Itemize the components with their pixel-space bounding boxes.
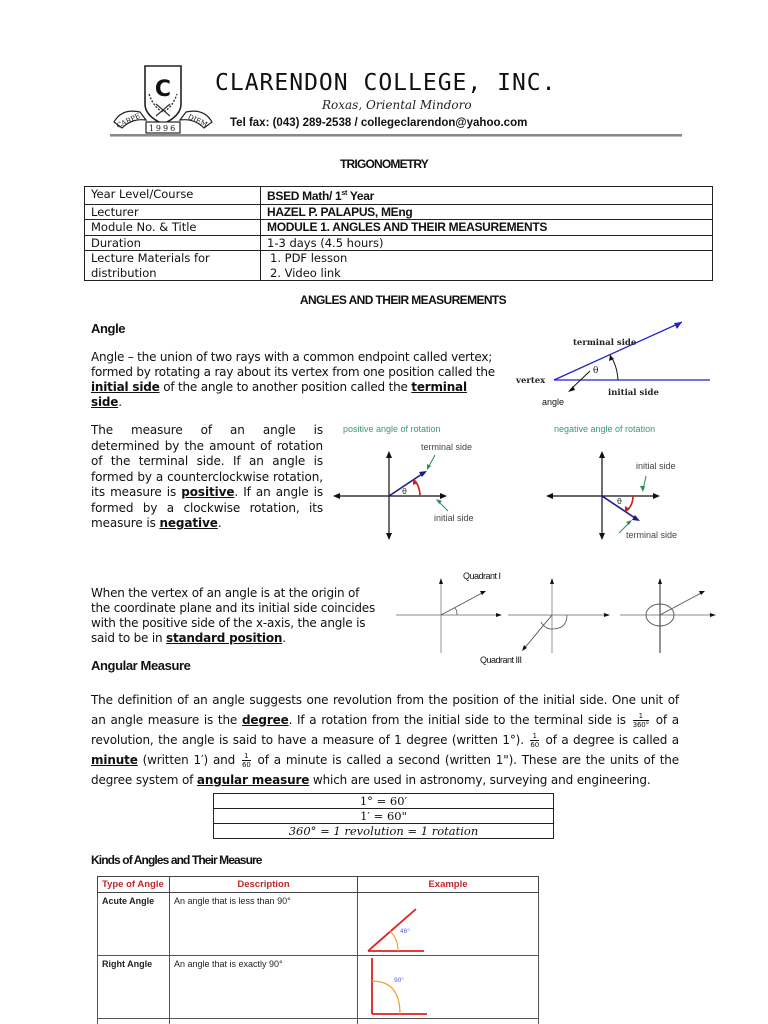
- svg-text:θ: θ: [617, 497, 622, 506]
- conversion-cell: 1° = 60′: [214, 794, 554, 809]
- negative-rotation-diagram: [530, 418, 730, 543]
- svg-text:vertex: vertex: [516, 376, 546, 386]
- angle-example: [358, 893, 539, 956]
- section-title: ANGLES AND THEIR MEASUREMENTS: [299, 293, 507, 307]
- paragraph-degree-definition: The definition of an angle suggests one revolution from the position of the initial side. One unit of an angle measure is the degree. If a rotation from the initial side to the terminal side is $\frac{1}{360^\circ}$ of a revolution, the angle is said to have a measure of 1 degree (written 1°). $\frac{1}{60}$ of a degree is called a minute (written 1′) and $\frac{1}{60}$ of a minute is called a second (written 1"). These are the units of the degree system of angular measure which are used in astronomy, surveying and engineering.: [91, 693, 679, 787]
- positive-rotation-diagram: [330, 418, 530, 543]
- college-location: Roxas, Oriental Mindoro: [322, 98, 472, 112]
- table-row: [85, 187, 713, 205]
- angle-diagram: [510, 315, 710, 410]
- angle-example: [358, 956, 539, 1019]
- document-title: TRIGONOMETRY: [340, 157, 428, 171]
- angle-type: Right Angle: [98, 956, 170, 1019]
- fraction-1-60: $\frac{1}{60}$: [530, 732, 540, 749]
- term-terminal-side: terminal side: [91, 380, 467, 409]
- svg-text:Quadrant I: Quadrant I: [463, 571, 501, 581]
- svg-text:initial side: initial side: [434, 513, 474, 523]
- info-label: Module No. & Title: [85, 220, 261, 236]
- conversion-cell: 1′ = 60": [214, 809, 554, 824]
- info-value: 1. PDF lesson 2. Video link: [261, 251, 713, 281]
- table-row: [85, 220, 713, 236]
- angle-description: An angle that is less than 90°: [170, 893, 358, 956]
- conversion-cell: 360° = 1 revolution = 1 rotation: [214, 824, 554, 839]
- svg-text:terminal side: terminal side: [421, 442, 473, 452]
- heading-angle: Angle: [91, 321, 126, 336]
- svg-text:terminal side: terminal side: [626, 530, 678, 540]
- angle-description: An angle that is exactly 90°: [170, 956, 358, 1019]
- right-angle-figure: [358, 956, 538, 1018]
- term-standard-position: standard position: [166, 631, 283, 645]
- column-header-example: Example: [358, 877, 539, 893]
- term-minute: minute: [91, 753, 138, 767]
- svg-text:initial side: initial side: [608, 388, 659, 398]
- college-name: CLARENDON COLLEGE, INC.: [215, 70, 557, 96]
- term-degree: degree: [241, 713, 289, 727]
- table-row-partial: [98, 1019, 539, 1024]
- table-row: [85, 251, 713, 281]
- header-divider: [110, 134, 682, 137]
- info-value: 1-3 days (4.5 hours): [261, 235, 713, 251]
- info-value: HAZEL P. PALAPUS, MEng: [261, 204, 713, 220]
- term-initial-side: initial side: [91, 380, 160, 394]
- table-row: [214, 794, 554, 809]
- svg-text:46°: 46°: [400, 928, 410, 935]
- svg-text:angle: angle: [542, 397, 565, 407]
- heading-angular-measure: Angular Measure: [91, 658, 191, 673]
- table-row: [98, 893, 539, 956]
- college-logo: [112, 64, 214, 136]
- heading-kinds-of-angles: Kinds of Angles and Their Measure: [91, 853, 262, 867]
- svg-text:terminal side: terminal side: [573, 338, 637, 348]
- table-row: [98, 956, 539, 1019]
- standard-position-diagram: [390, 565, 720, 670]
- info-label: Year Level/Course: [85, 187, 261, 205]
- angle-type: Acute Angle: [98, 893, 170, 956]
- column-header-type: Type of Angle: [98, 877, 170, 893]
- svg-text:CARPE: CARPE: [115, 111, 142, 130]
- column-header-description: Description: [170, 877, 358, 893]
- info-value: MODULE 1. ANGLES AND THEIR MEASUREMENTS: [261, 220, 713, 236]
- info-label: Lecture Materials for distribution: [85, 251, 261, 281]
- table-row: [85, 235, 713, 251]
- svg-text:90°: 90°: [394, 977, 404, 984]
- svg-text:C: C: [154, 77, 172, 102]
- svg-text:Quadrant III: Quadrant III: [480, 655, 522, 665]
- term-positive: positive: [181, 485, 235, 499]
- svg-text:initial side: initial side: [636, 461, 676, 471]
- table-row: [214, 809, 554, 824]
- term-angular-measure: angular measure: [196, 773, 310, 787]
- module-info-table: [84, 186, 713, 281]
- fraction-1-360: $\frac{1}{360^\circ}$: [632, 712, 649, 729]
- table-row: [85, 204, 713, 220]
- svg-text:negative angle of rotation: negative angle of rotation: [554, 424, 656, 434]
- info-label: Duration: [85, 235, 261, 251]
- svg-text:θ: θ: [402, 487, 407, 496]
- acute-angle-figure: [358, 893, 538, 955]
- college-contact: Tel fax: (043) 289-2538 / collegeclarendon@yahoo.com: [230, 117, 528, 129]
- svg-text:θ: θ: [593, 366, 599, 376]
- svg-text:DIEM: DIEM: [186, 112, 209, 129]
- info-label: Lecturer: [85, 204, 261, 220]
- fraction-1-60: $\frac{1}{60}$: [242, 752, 251, 769]
- svg-text:positive angle of rotation: positive angle of rotation: [343, 424, 441, 434]
- paragraph-angle-measure: The measure of an angle is determined by the amount of rotation of the terminal side. If an angle is formed by a counterclockwise rotation, its measure is positive. If an angle is formed by a clockwise rotation, its measure is negative.: [91, 423, 323, 530]
- table-header-row: [98, 877, 539, 893]
- paragraph-standard-position: When the vertex of an angle is at the origin of the coordinate plane and its initial side coincides with the positive side of the x-axis, the angle is said to be in standard position.: [91, 586, 376, 645]
- kinds-of-angles-table: [97, 876, 539, 1024]
- svg-text:1996: 1996: [148, 124, 178, 133]
- table-row: [214, 824, 554, 839]
- conversion-table: [213, 793, 554, 839]
- info-value: BSED Math/ 1st Year: [261, 187, 713, 205]
- paragraph-angle-definition: Angle – the union of two rays with a common endpoint called vertex; formed by rotating a ray about its vertex from one position called the initial side of the angle to another position called the terminal side.: [91, 350, 495, 409]
- term-negative: negative: [159, 516, 218, 530]
